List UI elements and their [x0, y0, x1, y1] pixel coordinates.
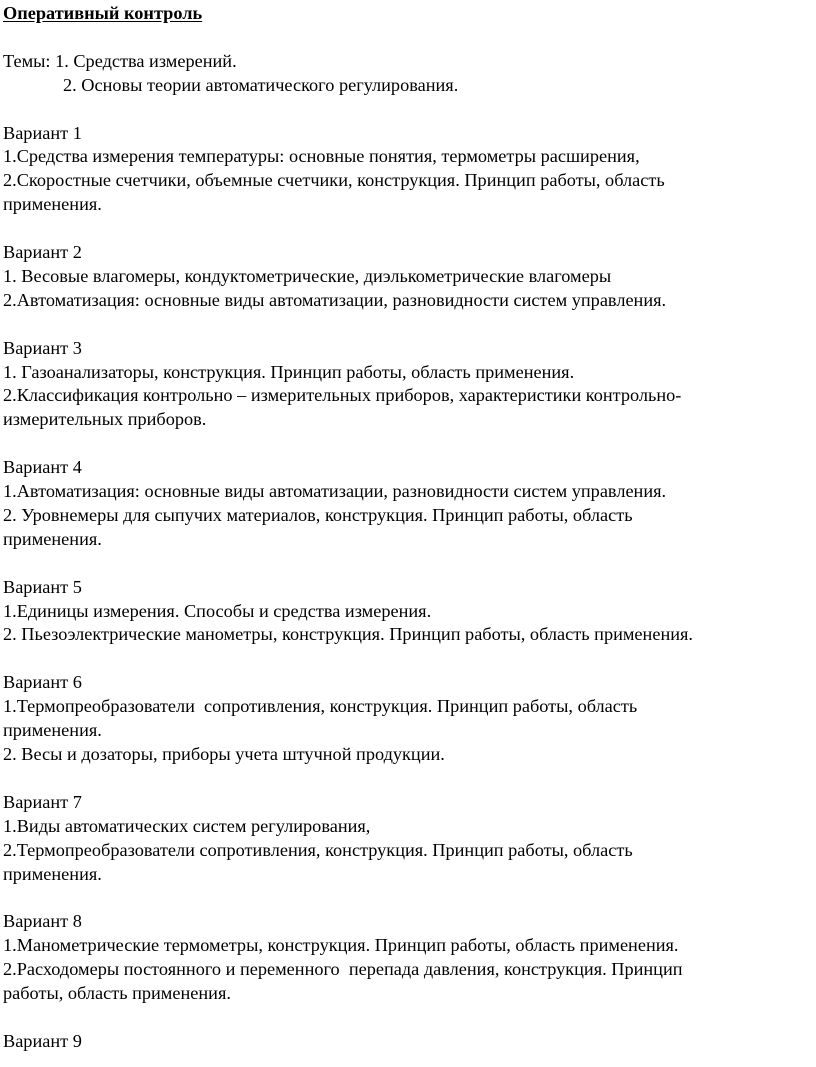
- variant-question-line: 2.Термопреобразователи сопротивления, конструкция. Принцип работы, область: [3, 839, 633, 860]
- variant-block: [3, 122, 813, 242]
- variant-block: [3, 456, 813, 576]
- topics-line-1: Темы: 1. Средства измерений.: [3, 50, 237, 71]
- document-title: Оперативный контроль: [3, 3, 203, 23]
- spacer: [3, 313, 813, 337]
- spacer: [3, 26, 813, 50]
- variant-block: [3, 791, 813, 911]
- spacer: [3, 886, 813, 910]
- variant-question-line: 1.Манометрические термометры, конструкция. Принцип работы, область применения.: [3, 935, 679, 956]
- variant-question-line: применения.: [3, 528, 102, 549]
- variant-heading: Вариант 3: [3, 337, 82, 358]
- variant-heading: Вариант 2: [3, 242, 82, 263]
- variant-question-line: 1.Единицы измерения. Способы и средства измерения.: [3, 600, 432, 621]
- variant-question-line: 1. Весовые влагомеры, кондуктометрические, диэлькометрические влагомеры: [3, 265, 612, 286]
- variant-question-line: 1.Средства измерения температуры: основные понятия, термометры расширения,: [3, 146, 640, 167]
- variant-question-line: 1.Автоматизация: основные виды автоматизации, разновидности систем управления.: [3, 481, 667, 502]
- document-page: [3, 2, 813, 1054]
- variant-question-line: 1.Термопреобразователи сопротивления, конструкция. Принцип работы, область: [3, 696, 638, 717]
- variant-block: [3, 576, 813, 672]
- variant-block: [3, 1030, 813, 1054]
- variant-block: [3, 671, 813, 791]
- topics-line-2: 2. Основы теории автоматического регулирования.: [63, 74, 459, 95]
- spacer: [3, 767, 813, 791]
- variant-question-line: применения.: [3, 194, 102, 215]
- variant-question-line: 1.Виды автоматических систем регулирования,: [3, 815, 371, 836]
- topics-block: [3, 50, 813, 98]
- variant-question-line: применения.: [3, 720, 102, 741]
- spacer: [3, 432, 813, 456]
- variant-question-line: 2. Пьезоэлектрические манометры, конструкция. Принцип работы, область применения.: [3, 624, 693, 645]
- variant-question-line: работы, область применения.: [3, 983, 231, 1004]
- spacer: [3, 552, 813, 576]
- variant-heading: Вариант 6: [3, 672, 82, 693]
- spacer: [3, 1006, 813, 1030]
- spacer: [3, 217, 813, 241]
- variant-heading: Вариант 9: [3, 1030, 82, 1051]
- variant-question-line: 1. Газоанализаторы, конструкция. Принцип работы, область применения.: [3, 361, 575, 382]
- variant-question-line: применения.: [3, 863, 102, 884]
- variant-question-line: 2. Уровнемеры для сыпучих материалов, конструкция. Принцип работы, область: [3, 504, 633, 525]
- variant-heading: Вариант 5: [3, 576, 82, 597]
- variant-block: [3, 910, 813, 1030]
- variant-heading: Вариант 8: [3, 911, 82, 932]
- variant-question-line: 2.Классификация контрольно – измерительных приборов, характеристики контрольно-: [3, 385, 682, 406]
- variant-question-line: 2.Скоростные счетчики, объемные счетчики, конструкция. Принцип работы, область: [3, 170, 665, 191]
- spacer: [3, 98, 813, 122]
- variant-question-line: 2. Весы и дозаторы, приборы учета штучной продукции.: [3, 743, 445, 764]
- variant-block: [3, 337, 813, 457]
- variant-question-line: 2.Расходомеры постоянного и переменного перепада давления, конструкция. Принцип: [3, 959, 683, 980]
- variant-block: [3, 241, 813, 337]
- variant-heading: Вариант 7: [3, 791, 82, 812]
- variant-question-line: 2.Автоматизация: основные виды автоматизации, разновидности систем управления.: [3, 289, 667, 310]
- variant-question-line: измерительных приборов.: [3, 409, 207, 430]
- variant-heading: Вариант 1: [3, 122, 82, 143]
- variant-heading: Вариант 4: [3, 457, 82, 478]
- variants-list: [3, 122, 813, 1054]
- spacer: [3, 647, 813, 671]
